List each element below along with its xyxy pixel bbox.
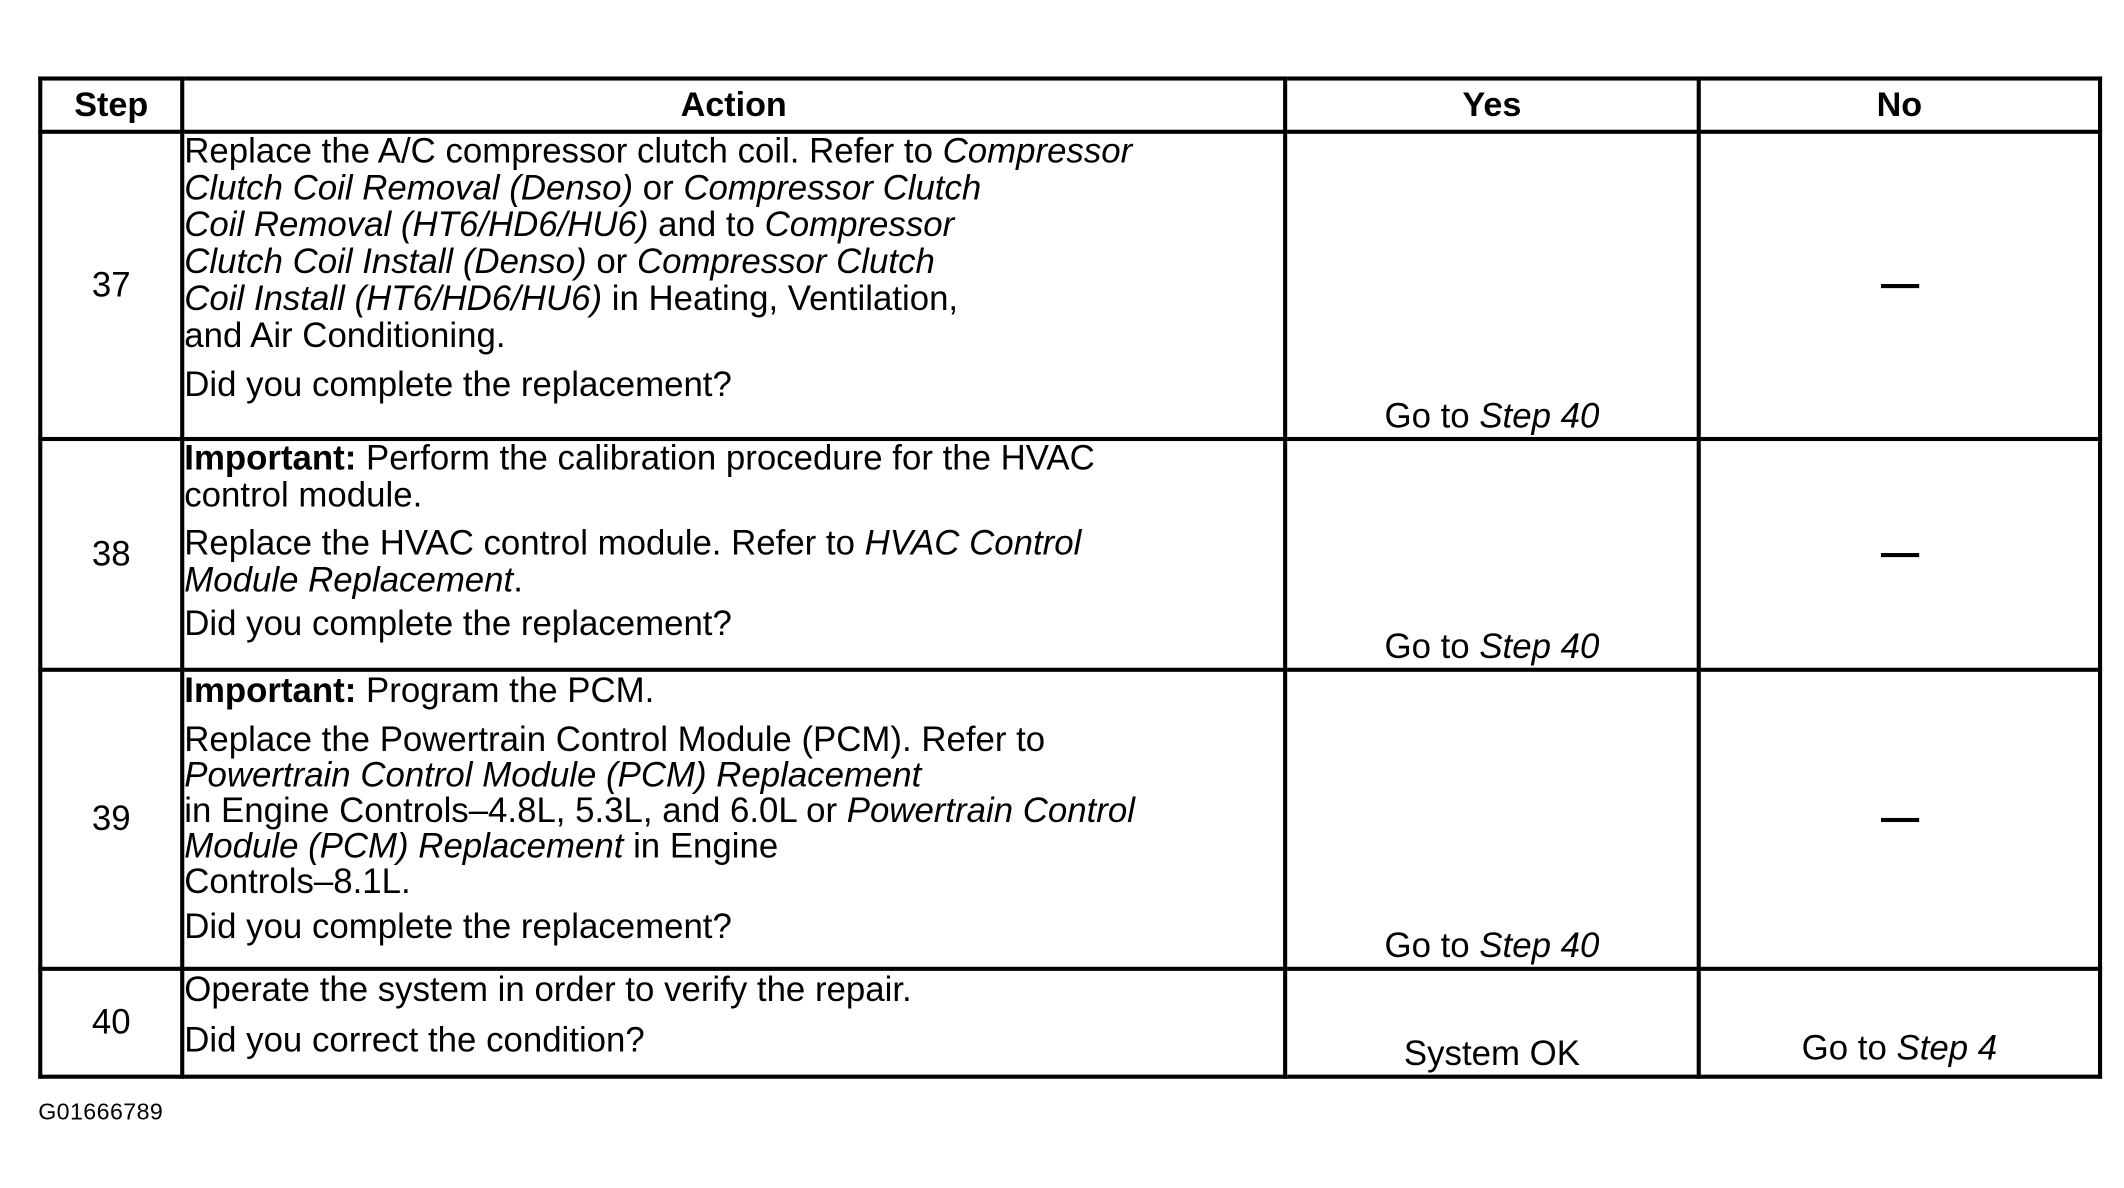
no-cell xyxy=(1699,132,2100,439)
step-number: 39 xyxy=(40,670,182,969)
action-text xyxy=(184,134,1283,355)
action-cell xyxy=(182,670,1285,969)
action-text-segment: in Heating, Ventilation, xyxy=(602,279,959,319)
action-question: Did you complete the replacement? xyxy=(184,908,732,947)
goto-step-link: Step 40 xyxy=(1479,397,1600,436)
goto-prefix: Go to xyxy=(1384,927,1480,966)
action-text-segment: . xyxy=(513,561,523,600)
important-note xyxy=(184,672,1283,712)
doc-reference: Compressor xyxy=(942,132,1133,171)
system-ok-text: System OK xyxy=(1403,1035,1580,1074)
header-action: Action xyxy=(182,79,1285,132)
action-question: Did you complete the replacement? xyxy=(184,365,732,405)
action-cell xyxy=(182,132,1285,439)
important-label: Important: xyxy=(184,439,357,478)
doc-reference: Clutch Coil Install (Denso) xyxy=(184,243,587,282)
no-cell xyxy=(1699,439,2100,670)
no-dash xyxy=(1880,553,1918,557)
doc-reference: Module (PCM) Replacement xyxy=(184,827,624,866)
table-row xyxy=(40,439,2100,670)
important-label: Important: xyxy=(184,671,357,711)
yes-cell xyxy=(1285,132,1699,439)
yes-cell xyxy=(1285,670,1699,969)
doc-reference: Powertrain Control Module (PCM) Replacement xyxy=(184,756,922,795)
important-text: Program the PCM. xyxy=(356,671,655,711)
action-text-segment: Controls–8.1L. xyxy=(184,862,411,902)
action-text-segment: Replace the Powertrain Control Module (PCM). Refer to xyxy=(184,720,1046,760)
doc-reference: Powertrain Control xyxy=(846,791,1135,831)
important-text: Perform the calibration procedure for the HVAC xyxy=(356,439,1095,478)
action-question: Did you complete the replacement? xyxy=(184,604,732,644)
important-text: control module. xyxy=(184,476,423,515)
doc-reference: Coil Install (HT6/HD6/HU6) xyxy=(184,279,603,319)
action-cell xyxy=(182,439,1285,670)
goto-step-link: Step 4 xyxy=(1896,1029,1998,1068)
goto-prefix: Go to xyxy=(1384,628,1480,667)
header-no: No xyxy=(1699,79,2100,132)
step-number: 37 xyxy=(40,132,182,439)
diagnostic-table xyxy=(38,76,2102,1078)
table-row xyxy=(40,670,2100,969)
doc-reference: Compressor xyxy=(764,206,955,245)
action-text-segment: Replace the HVAC control module. Refer to xyxy=(184,524,865,563)
action-text-segment: and to xyxy=(648,206,765,245)
doc-reference: Compressor Clutch xyxy=(636,243,935,282)
action-text-segment: or xyxy=(586,243,637,282)
yes-cell xyxy=(1285,969,1699,1077)
table-header-row xyxy=(40,79,2100,132)
no-dash xyxy=(1880,284,1918,288)
goto-step-link: Step 40 xyxy=(1479,628,1600,667)
action-text xyxy=(184,526,1283,600)
no-cell xyxy=(1699,670,2100,969)
important-note xyxy=(184,441,1283,515)
header-step: Step xyxy=(40,79,182,132)
action-text xyxy=(184,722,1283,900)
action-text-segment: or xyxy=(633,169,684,208)
document-id: G01666789 xyxy=(38,1099,164,1126)
action-text-segment: Replace the A/C compressor clutch coil. Refer to xyxy=(184,132,943,171)
action-text-segment: in Engine xyxy=(623,827,779,866)
action-text-segment: in Engine Controls–4.8L, 5.3L, and 6.0L or xyxy=(184,791,847,831)
table-row xyxy=(40,132,2100,439)
doc-reference: Compressor Clutch xyxy=(683,169,982,208)
step-number: 40 xyxy=(40,969,182,1077)
goto-prefix: Go to xyxy=(1384,397,1480,436)
action-question: Did you correct the condition? xyxy=(184,1021,645,1060)
goto-prefix: Go to xyxy=(1801,1029,1897,1068)
action-text-segment: and Air Conditioning. xyxy=(184,316,506,356)
doc-reference: Clutch Coil Removal (Denso) xyxy=(184,169,634,208)
doc-reference: Coil Removal (HT6/HD6/HU6) xyxy=(184,206,649,245)
doc-reference: Module Replacement xyxy=(184,561,514,600)
header-yes: Yes xyxy=(1285,79,1699,132)
goto-step-link: Step 40 xyxy=(1479,927,1600,966)
no-cell xyxy=(1699,969,2100,1077)
table-row xyxy=(40,969,2100,1077)
yes-cell xyxy=(1285,439,1699,670)
step-number: 38 xyxy=(40,439,182,670)
action-text: Operate the system in order to verify the repair. xyxy=(184,970,912,1010)
doc-reference: HVAC Control xyxy=(864,524,1082,563)
action-cell xyxy=(182,969,1285,1077)
no-dash xyxy=(1880,818,1918,822)
